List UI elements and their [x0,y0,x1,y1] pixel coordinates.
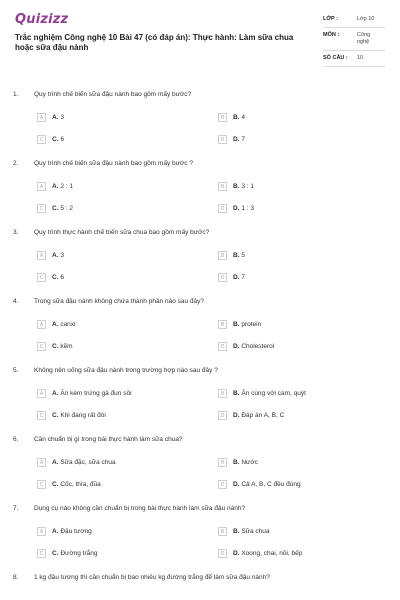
question-number: 2. [13,160,19,167]
answer-option[interactable] [218,480,301,489]
option-label [233,252,245,259]
option-checkbox[interactable]: C [37,549,46,558]
meta-value: 10 [357,55,364,61]
option-text: Đáp án A, B, C [241,412,285,419]
option-text: Nước [241,459,258,466]
option-letter: C. [52,205,59,212]
option-label [233,183,254,190]
question-text: Cần chuẩn bị gì trong bài thực hành làm sữa chua? [34,436,183,443]
option-checkbox[interactable]: A [37,251,46,260]
option-checkbox[interactable]: B [218,458,227,467]
option-label [52,459,116,466]
option-label [233,321,261,328]
option-text: Sữa đặc, sữa chua [60,459,116,466]
option-text: canxi [60,321,76,328]
meta-value: Lớp 10 [357,16,375,22]
option-letter: D. [233,205,240,212]
meta-label: LỚP : [323,16,338,22]
option-letter: A. [52,459,59,466]
meta-value: Công nghệ [357,32,371,45]
option-label [233,274,245,281]
option-label [233,459,258,466]
answer-option[interactable] [218,251,245,260]
question-number: 3. [13,229,19,236]
answer-option[interactable] [218,389,306,398]
question-number: 1. [13,91,19,98]
option-text: 6 [60,136,64,143]
option-letter: C. [52,274,59,281]
option-letter: D. [233,274,240,281]
quizizz-logo: Quizizz [15,12,69,27]
option-label [233,114,245,121]
option-letter: D. [233,412,240,419]
option-checkbox[interactable]: C [37,342,46,351]
option-label [233,205,254,212]
question-text: Quy trình chế biến sữa đậu nành bao gồm mấy bước ? [34,160,193,167]
answer-option[interactable] [37,182,73,191]
option-label [52,274,64,281]
question-text: Không nên uống sữa đậu nành trong trường hợp nào sau đây ? [34,367,218,374]
option-label [52,412,106,419]
answer-option[interactable] [37,527,92,536]
answer-option[interactable] [37,458,116,467]
option-letter: B. [233,321,240,328]
meta-row-count [323,51,385,67]
worksheet-title: Trắc nghiệm Công nghệ 10 Bài 47 (có đáp án): Thực hành: Làm sữa chua hoặc sữa đậu nành [15,33,294,52]
answer-option[interactable] [218,411,284,420]
option-text: protein [241,321,262,328]
question-number: 7. [13,505,19,512]
option-text: Sữa chua [241,528,270,535]
option-checkbox[interactable]: D [218,411,227,420]
question-text: Trong sữa đậu nành không chứa thành phần nào sau đây? [34,298,205,305]
option-label [233,481,301,488]
option-text: Ăn cùng với cam, quýt [241,390,306,397]
answer-option[interactable] [218,204,254,213]
option-label [52,481,101,488]
option-label [52,528,92,535]
meta-row-subject [323,28,385,51]
option-text: 5 : 2 [60,205,73,212]
option-letter: B. [233,183,240,190]
question-number: 6. [13,436,19,443]
option-label [52,183,73,190]
option-checkbox[interactable]: C [37,411,46,420]
option-letter: B. [233,528,240,535]
option-text: 4 [241,114,245,121]
option-label [233,550,302,557]
option-checkbox[interactable]: B [218,113,227,122]
option-checkbox[interactable]: D [218,204,227,213]
option-checkbox[interactable]: C [37,480,46,489]
answer-option[interactable] [218,135,245,144]
option-letter: D. [233,550,240,557]
option-text: Đậu tương [60,528,92,535]
answer-option[interactable] [37,273,64,282]
answer-option[interactable] [218,342,274,351]
answer-option[interactable] [37,251,64,260]
answer-option[interactable] [37,342,73,351]
option-letter: A. [52,252,59,259]
option-checkbox[interactable]: B [218,389,227,398]
option-checkbox[interactable]: D [218,135,227,144]
option-label [52,550,97,557]
option-label [52,252,64,259]
answer-option[interactable] [218,113,245,122]
answer-option[interactable] [218,320,261,329]
meta-label: SỐ CÂU : [323,55,348,61]
option-checkbox[interactable]: B [218,320,227,329]
option-text: 1 : 3 [241,205,254,212]
option-text: 7 [241,136,245,143]
option-letter: C. [52,136,59,143]
answer-option[interactable] [218,458,258,467]
option-checkbox[interactable]: B [218,182,227,191]
worksheet-meta-table [323,12,385,67]
option-label [233,528,270,535]
option-checkbox[interactable]: A [37,389,46,398]
option-checkbox[interactable]: A [37,320,46,329]
option-label [52,390,132,397]
option-checkbox[interactable]: D [218,273,227,282]
option-letter: D. [233,136,240,143]
option-letter: A. [52,528,59,535]
option-text: 3 : 1 [241,183,254,190]
option-checkbox[interactable]: A [37,458,46,467]
option-checkbox[interactable]: A [37,527,46,536]
answer-option[interactable] [37,204,73,213]
option-text: 3 [60,114,64,121]
option-label [52,114,64,121]
option-letter: A. [52,321,59,328]
option-letter: D. [233,343,240,350]
answer-option[interactable] [218,182,254,191]
option-checkbox[interactable]: A [37,113,46,122]
option-text: Ăn kèm trứng gà đun sôi [60,390,132,397]
option-text: Đường trắng [60,550,98,557]
option-letter: B. [233,390,240,397]
option-label [233,412,284,419]
option-text: Khi đang rất đói [60,412,106,419]
answer-option[interactable] [37,320,76,329]
option-letter: B. [233,114,240,121]
option-letter: B. [233,252,240,259]
option-checkbox[interactable]: B [218,527,227,536]
option-label [233,343,274,350]
answer-option[interactable] [37,549,97,558]
option-label [52,205,73,212]
option-text: Cốc, thìa, đũa [60,481,101,488]
option-letter: D. [233,481,240,488]
option-label [233,390,306,397]
option-checkbox[interactable]: B [218,251,227,260]
option-text: kẽm [60,343,73,350]
option-text: Cholesterol [241,343,275,350]
option-label [52,321,76,328]
option-checkbox[interactable]: C [37,204,46,213]
option-letter: A. [52,183,59,190]
option-letter: C. [52,550,59,557]
option-letter: B. [233,459,240,466]
answer-option[interactable] [37,113,64,122]
question-number: 5. [13,367,19,374]
option-label [233,136,245,143]
question-text: Quy trình chế biến sữa đậu nành bao gồm mấy bước? [34,91,192,98]
meta-label: MÔN : [323,32,340,38]
answer-option[interactable] [37,480,101,489]
answer-option[interactable] [218,273,245,282]
answer-option[interactable] [37,389,132,398]
option-checkbox[interactable]: D [218,549,227,558]
option-checkbox[interactable]: C [37,273,46,282]
answer-option[interactable] [37,135,64,144]
question-text: Quy trình thực hành chế biến sữa chua bao gồm mấy bước? [34,229,210,236]
option-text: 7 [241,274,245,281]
answer-option[interactable] [37,411,106,420]
option-checkbox[interactable]: D [218,342,227,351]
option-checkbox[interactable]: A [37,182,46,191]
question-text: Dụng cụ nào không cần chuẩn bị trong bài thực hành làm sữa đậu nành? [34,505,246,512]
option-label [52,343,73,350]
option-text: 2 : 1 [60,183,73,190]
option-letter: A. [52,390,59,397]
answer-option[interactable] [218,549,302,558]
option-text: 3 [60,252,64,259]
option-letter: A. [52,114,59,121]
question-number: 8. [13,574,19,581]
option-text: Cả A, B, C đều đúng [241,481,301,488]
option-checkbox[interactable]: C [37,135,46,144]
option-text: Xoong, chai, nồi, bếp [241,550,303,557]
option-text: 6 [60,274,64,281]
option-checkbox[interactable]: D [218,480,227,489]
option-letter: C. [52,412,59,419]
answer-option[interactable] [218,527,270,536]
option-letter: C. [52,343,59,350]
question-text: 1 kg đậu tương thì cần chuẩn bị bao nhiêu kg đường trắng để làm sữa đậu nành? [34,574,270,581]
option-letter: C. [52,481,59,488]
question-number: 4. [13,298,19,305]
meta-row-class [323,12,385,28]
option-label [52,136,64,143]
option-text: 5 [241,252,245,259]
